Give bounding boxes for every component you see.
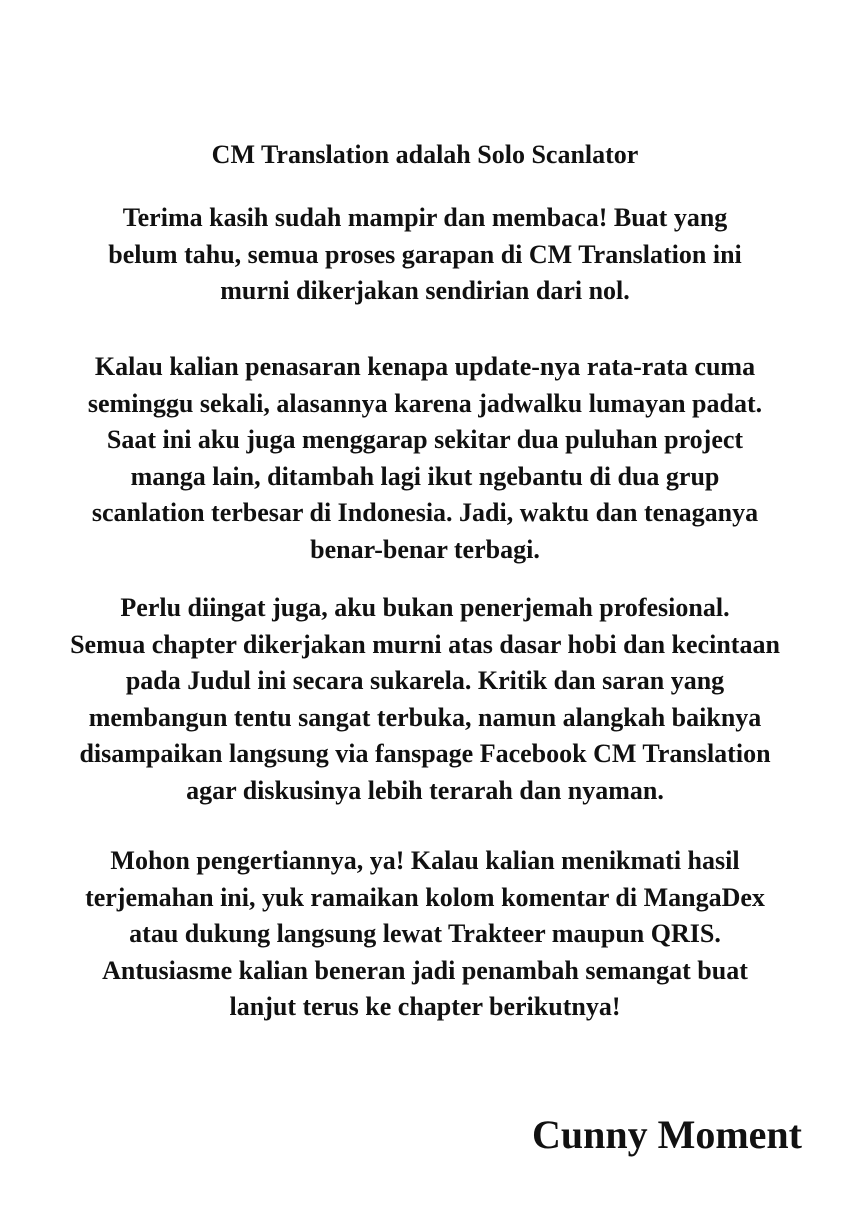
text-line: atau dukung langsung lewat Trakteer maupun QRIS. [129,919,721,948]
page-title: CM Translation adalah Solo Scanlator [211,140,639,169]
paragraph-update-schedule [30,349,820,568]
text-line: membangun tentu sangat terbuka, namun alangkah baiknya [88,702,762,732]
text-line: scanlation terbesar di Indonesia. Jadi, waktu dan tenaganya [91,498,759,527]
text-line: belum tahu, semua proses garapan di CM Translation ini [108,239,742,269]
text-line: pada Judul ini secara sukarela. Kritik dan saran yang [125,666,725,695]
text-line: benar-benar terbagi. [310,534,540,564]
text-line: Antusiasme kalian beneran jadi penambah semangat buat [102,955,748,985]
text-line: lanjut terus ke chapter berikutnya! [229,992,621,1021]
text-line: disampaikan langsung via fanspage Facebook CM Translation [79,739,771,768]
paragraph-support [30,843,820,1026]
text-line: murni dikerjakan sendirian dari nol. [220,276,630,305]
text-line: seminggu sekali, alasannya karena jadwalku lumayan padat. [87,388,763,418]
paragraph-disclaimer [30,590,820,809]
text-line: manga lain, ditambah lagi ikut ngebantu di dua grup [130,461,720,491]
text-line: Perlu diingat juga, aku bukan penerjemah profesional. [120,593,730,622]
signature: Cunny Moment [531,1112,802,1157]
text-line: terjemahan ini, yuk ramaikan kolom komentar di MangaDex [85,882,765,912]
text-line: Semua chapter dikerjakan murni atas dasar hobi dan kecintaan [70,629,780,659]
text-line: Terima kasih sudah mampir dan membaca! Buat yang [122,203,728,232]
text-line: Saat ini aku juga menggarap sekitar dua puluhan project [106,425,744,454]
text-line: Kalau kalian penasaran kenapa update-nya rata-rata cuma [94,352,756,381]
paragraph-thanks [30,200,820,310]
text-line: Mohon pengertiannya, ya! Kalau kalian menikmati hasil [110,846,740,875]
text-line: agar diskusinya lebih terarah dan nyaman. [186,775,664,805]
